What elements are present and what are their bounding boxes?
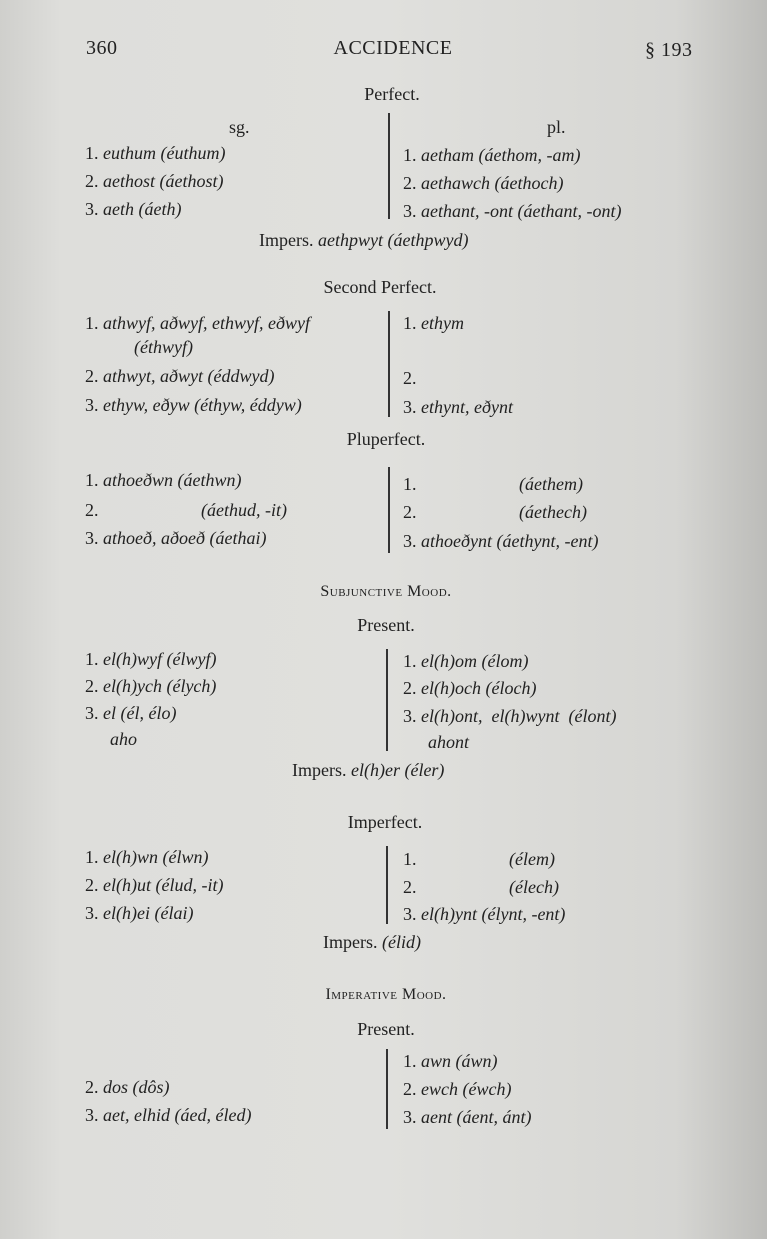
subj-imp-sg-3: 3. el(h)ei (élai) xyxy=(85,903,194,923)
perfect-pl-3: 3. aethant, -ont (áethant, -ont) xyxy=(403,201,622,221)
perfect-impersonal: Impers. aethpwyt (áethpwyd) xyxy=(259,230,469,250)
pluperfect-pl-3: 3. athoeðynt (áethynt, -ent) xyxy=(403,531,599,551)
section-number: § 193 xyxy=(645,39,693,61)
subj-pl-3: 3. el(h)ont, el(h)wynt (élont) xyxy=(403,706,617,726)
imper-pl-3: 3. aent (áent, ánt) xyxy=(403,1107,532,1127)
second-perfect-pl-1: 1. ethym xyxy=(403,313,464,333)
imper-sg-3: 3. aet, elhid (áed, éled) xyxy=(85,1105,252,1125)
perfect-sg-2: 2. aethost (áethost) xyxy=(85,171,224,191)
subj-imp-pl-3: 3. el(h)ynt (élynt, -ent) xyxy=(403,904,566,924)
perfect-sg-1: 1. euthum (éuthum) xyxy=(85,143,226,163)
running-title: ACCIDENCE xyxy=(333,37,453,59)
subj-imp-pl-2: 2. (élech) xyxy=(403,877,559,897)
subj-sg-1: 1. el(h)wyf (élwyf) xyxy=(85,649,217,669)
subjunctive-mood-heading: Subjunctive Mood. xyxy=(320,583,452,600)
imperative-present-title: Present. xyxy=(357,1019,415,1039)
perfect-pl-1: 1. aetham (áethom, -am) xyxy=(403,145,581,165)
second-perfect-sg-2: 2. athwyt, aðwyt (éddwyd) xyxy=(85,366,275,386)
second-perfect-pl-2: 2. xyxy=(403,368,417,388)
column-divider xyxy=(388,113,390,219)
pluperfect-pl-1: 1. (áethem) xyxy=(403,474,583,494)
column-divider xyxy=(386,846,388,924)
perfect-sg-3: 3. aeth (áeth) xyxy=(85,199,182,219)
second-perfect-sg-1-cont: (éthwyf) xyxy=(134,337,193,357)
subj-pl-1: 1. el(h)om (élom) xyxy=(403,651,529,671)
second-perfect-sg-3: 3. ethyw, eðyw (éthyw, éddyw) xyxy=(85,395,302,415)
column-divider xyxy=(388,467,390,553)
pluperfect-sg-3: 3. athoeð, aðoeð (áethai) xyxy=(85,528,267,548)
subj-imp-sg-2: 2. el(h)ut (élud, -it) xyxy=(85,875,224,895)
column-divider xyxy=(388,311,390,417)
column-divider xyxy=(386,649,388,751)
imper-pl-2: 2. ewch (éwch) xyxy=(403,1079,512,1099)
subj-imp-sg-1: 1. el(h)wn (élwn) xyxy=(85,847,209,867)
page-number: 360 xyxy=(86,37,118,59)
pluperfect-sg-2: 2. (áethud, -it) xyxy=(85,500,287,520)
subj-sg-3-cont: aho xyxy=(110,729,137,749)
subj-sg-3: 3. el (él, élo) xyxy=(85,703,177,723)
subj-imp-pl-1: 1. (élem) xyxy=(403,849,555,869)
subj-impersonal: Impers. el(h)er (éler) xyxy=(292,760,445,780)
pluperfect-sg-1: 1. athoeðwn (áethwn) xyxy=(85,470,242,490)
second-perfect-sg-1: 1. athwyf, aðwyf, ethwyf, eðwyf xyxy=(85,313,310,333)
column-divider xyxy=(386,1049,388,1129)
singular-label: sg. xyxy=(229,117,250,137)
pluperfect-pl-2: 2. (áethech) xyxy=(403,502,587,522)
plural-label: pl. xyxy=(547,117,566,137)
perfect-pl-2: 2. aethawch (áethoch) xyxy=(403,173,564,193)
subj-imperfect-title: Imperfect. xyxy=(347,812,423,832)
imper-sg-2: 2. dos (dôs) xyxy=(85,1077,170,1097)
second-perfect-title: Second Perfect. xyxy=(323,277,437,297)
subjunctive-present-title: Present. xyxy=(357,615,415,635)
pluperfect-title: Pluperfect. xyxy=(346,429,426,449)
subj-imp-impersonal: Impers. (élid) xyxy=(323,932,421,952)
subj-pl-3-cont: ahont xyxy=(428,732,470,752)
imper-pl-1: 1. awn (áwn) xyxy=(403,1051,498,1071)
perfect-title: Perfect. xyxy=(364,84,420,104)
second-perfect-pl-3: 3. ethynt, eðynt xyxy=(403,397,513,417)
subj-sg-2: 2. el(h)ych (élych) xyxy=(85,676,217,696)
imperative-mood-heading: Imperative Mood. xyxy=(325,986,447,1003)
subj-pl-2: 2. el(h)och (éloch) xyxy=(403,678,537,698)
